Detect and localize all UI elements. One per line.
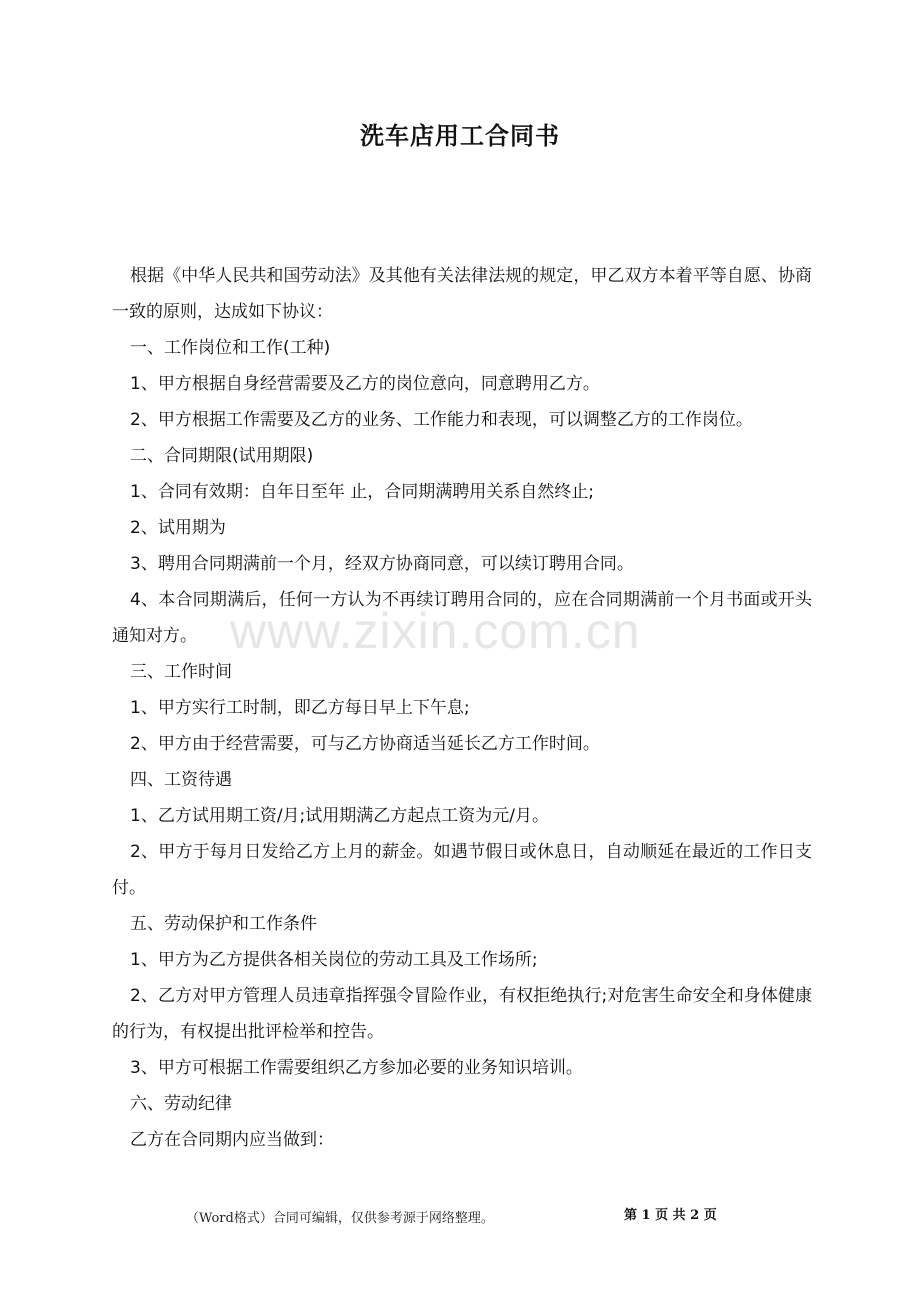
watermark: www.zixin.com.cn <box>230 603 641 659</box>
section-heading-6: 六、劳动纪律 <box>130 1094 232 1114</box>
section-heading-5: 五、劳动保护和工作条件 <box>130 914 317 934</box>
paragraph: 1、甲方实行工时制，即乙方每日早上下午息; <box>130 698 470 718</box>
footer-note: （Word格式）合同可编辑，仅供参考源于网络整理。 <box>186 1211 494 1226</box>
paragraph: 3、聘用合同期满前一个月，经双方协商同意，可以续订聘用合同。 <box>130 554 634 574</box>
document-title: 洗车店用工合同书 <box>360 122 560 150</box>
paragraph: 2、甲方由于经营需要，可与乙方协商适当延长乙方工作时间。 <box>130 734 600 754</box>
paragraph: 1、乙方试用期工资/月;试用期满乙方起点工资为元/月。 <box>130 806 549 826</box>
document-body <box>112 258 812 1158</box>
paragraph: 1、合同有效期：自年日至年 止，合同期满聘用关系自然终止; <box>130 482 594 502</box>
section-heading-4: 四、工资待遇 <box>130 770 232 790</box>
paragraph: 2、乙方对甲方管理人员违章指挥强令冒险作业，有权拒绝执行;对危害生命安全和身体健康的行为，有权提出批评检举和控告。 <box>112 986 812 1042</box>
paragraph: 2、试用期为 <box>130 518 226 538</box>
section-heading-3: 三、工作时间 <box>130 662 232 682</box>
paragraph-preamble: 根据《中华人民共和国劳动法》及其他有关法律法规的规定，甲乙双方本着平等自愿、协商一致的原则，达成如下协议： <box>112 266 812 322</box>
paragraph: 2、甲方于每月日发给乙方上月的薪金。如遇节假日或休息日，自动顺延在最近的工作日支付。 <box>112 842 812 898</box>
paragraph: 乙方在合同期内应当做到： <box>130 1130 334 1150</box>
paragraph: 4、本合同期满后，任何一方认为不再续订聘用合同的，应在合同期满前一个月书面或开头通知对方。 <box>112 590 812 646</box>
section-heading-1: 一、工作岗位和工作(工种) <box>130 338 331 358</box>
page-number: 第 1 页 共 2 页 <box>624 1208 717 1223</box>
paragraph: 1、甲方根据自身经营需要及乙方的岗位意向，同意聘用乙方。 <box>130 374 600 394</box>
paragraph: 1、甲方为乙方提供各相关岗位的劳动工具及工作场所; <box>130 950 538 970</box>
paragraph: 3、甲方可根据工作需要组织乙方参加必要的业务知识培训。 <box>130 1058 583 1078</box>
paragraph: 2、甲方根据工作需要及乙方的业务、工作能力和表现，可以调整乙方的工作岗位。 <box>130 410 753 430</box>
section-heading-2: 二、合同期限(试用期限) <box>130 446 314 466</box>
